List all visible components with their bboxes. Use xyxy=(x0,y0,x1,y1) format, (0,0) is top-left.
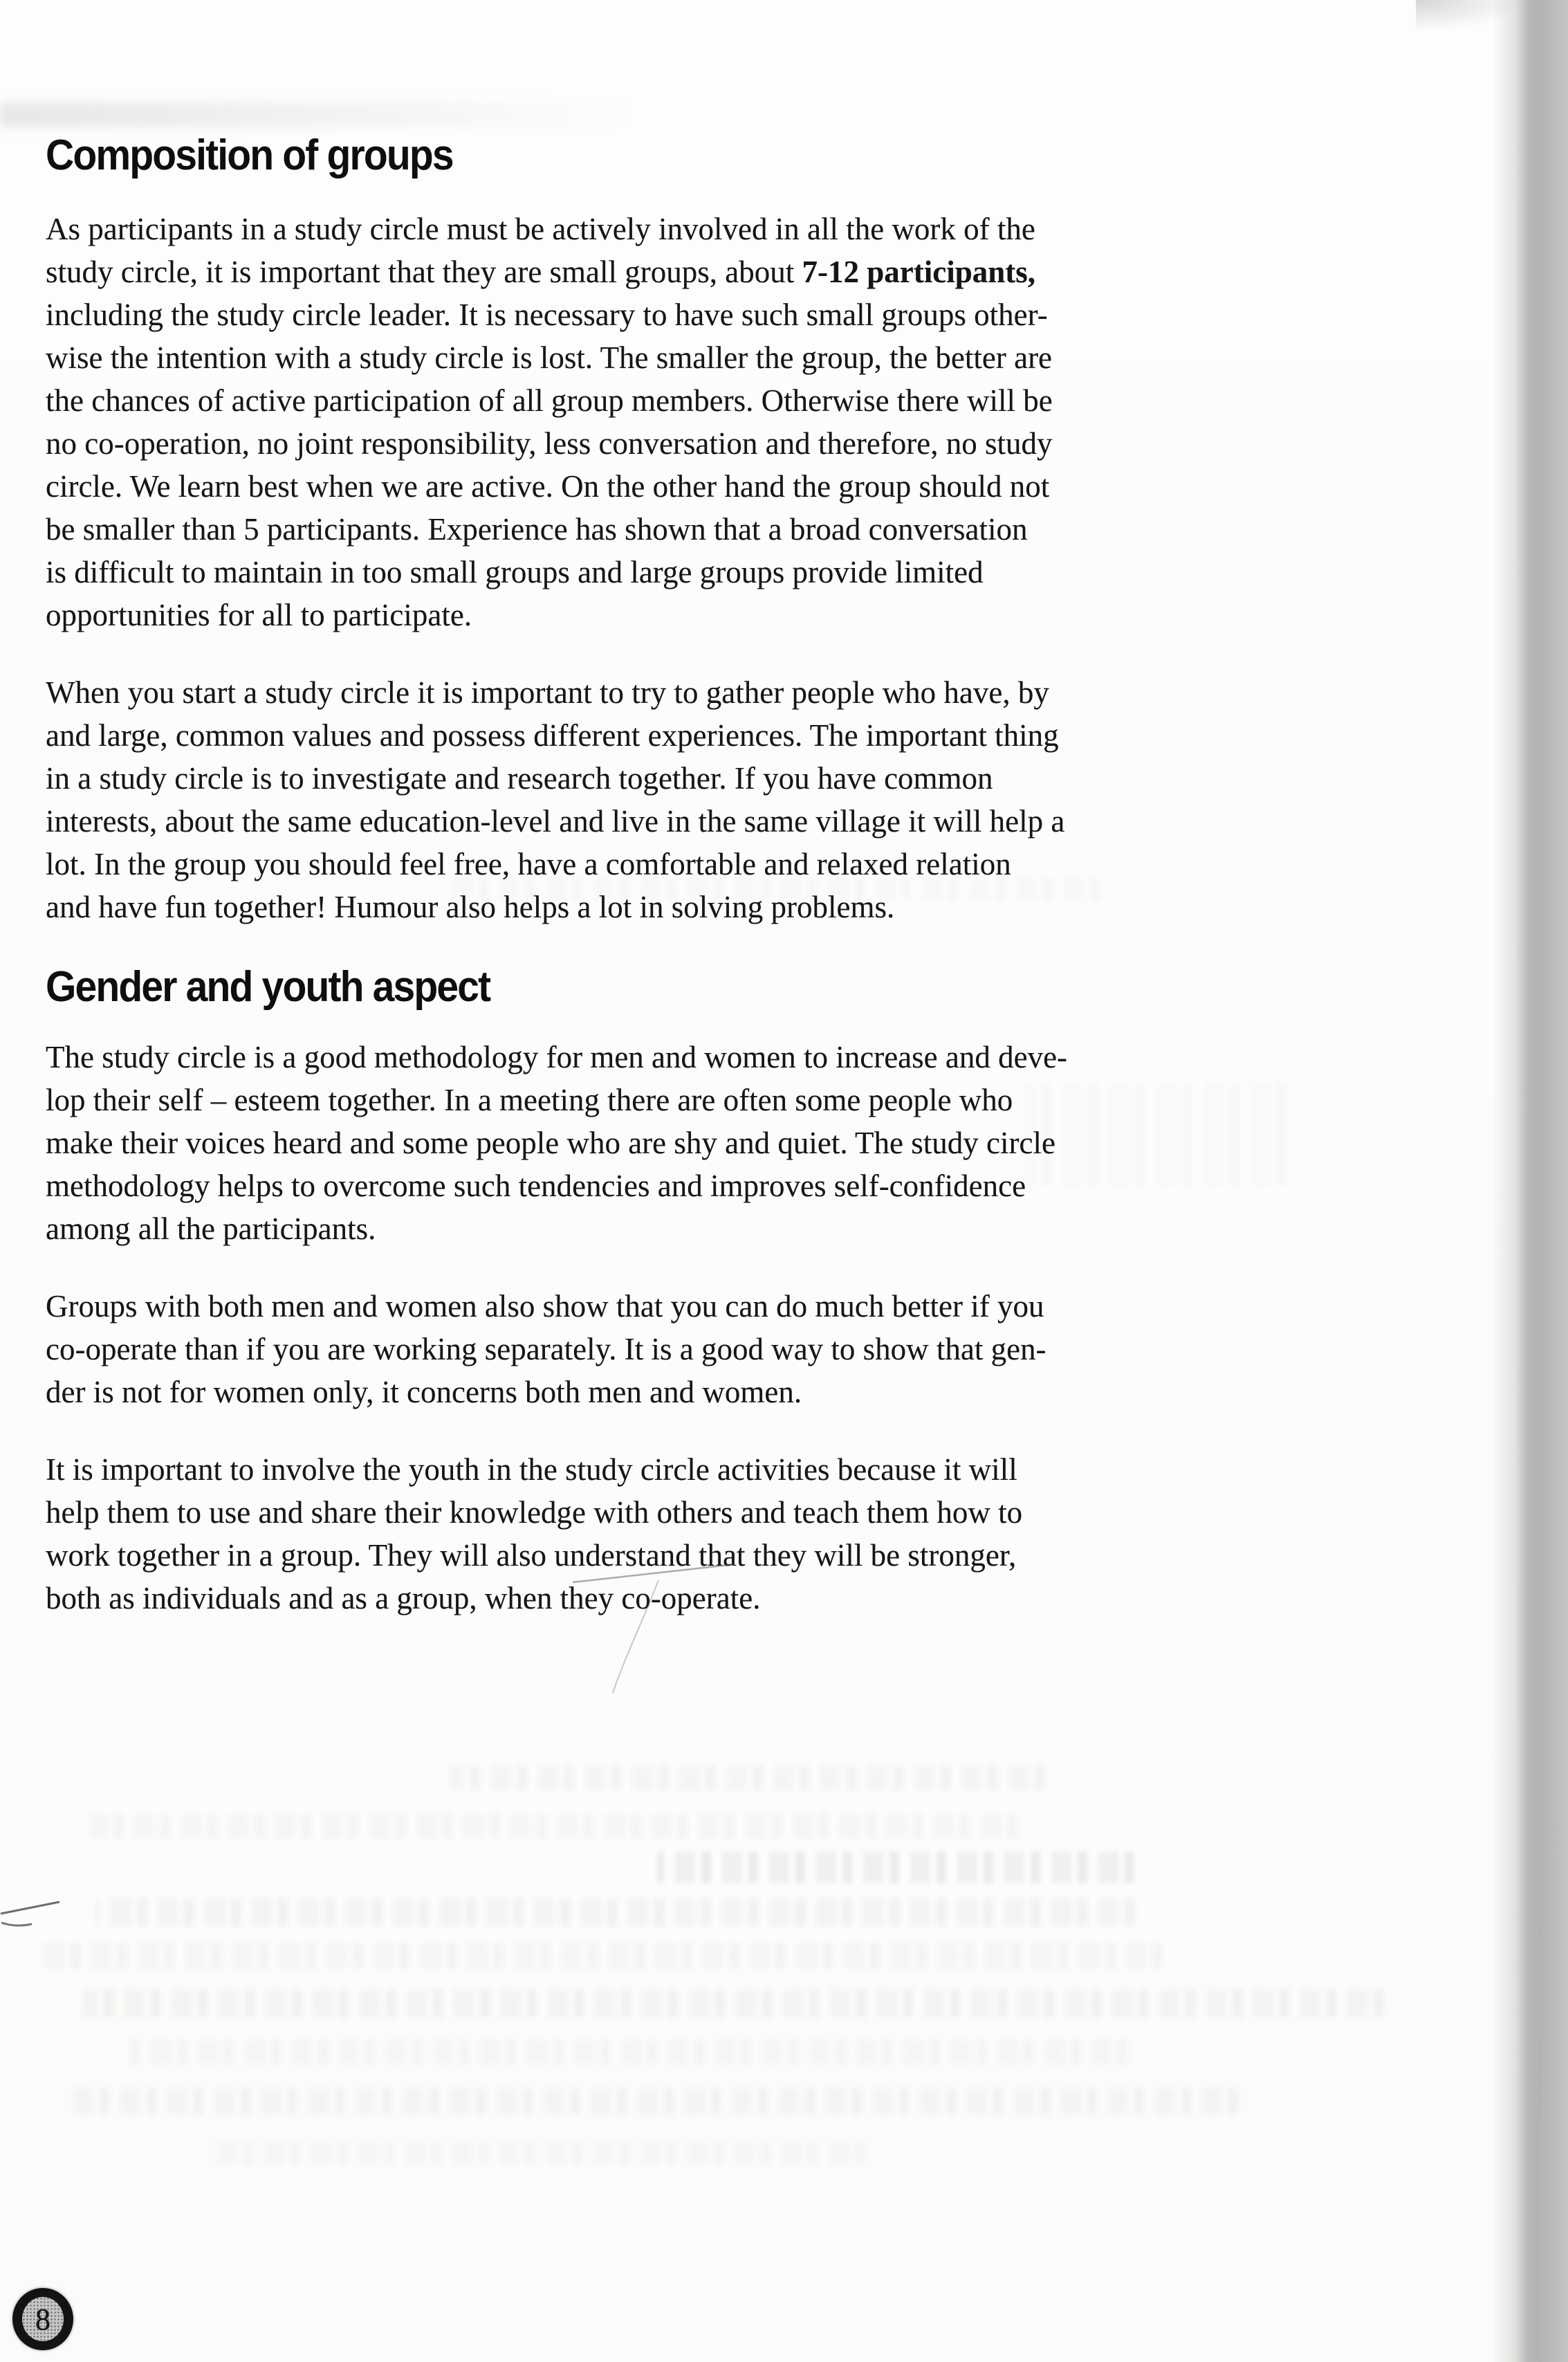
page-edge-corner-shadow xyxy=(1416,0,1527,32)
page-number-halftone xyxy=(22,2297,64,2341)
section-heading: Composition of groups xyxy=(46,131,453,179)
text-line: is difficult to maintain in too small groups and large groups provide limited xyxy=(46,555,984,589)
bleedthrough-artifact xyxy=(124,2040,1127,2065)
text-line: in a study circle is to investigate and research together. If you have common xyxy=(46,761,993,796)
text-line: When you start a study circle it is important to try to gather people who have, by xyxy=(46,675,1049,710)
bleedthrough-artifact xyxy=(450,1766,1044,1791)
text-line: co-operate than if you are working separately. It is a good way to show that gen- xyxy=(46,1332,1046,1366)
paragraph xyxy=(46,671,1291,928)
paragraph xyxy=(46,1036,1291,1250)
text-line: wise the intention with a study circle is lost. The smaller the group, the better are xyxy=(46,340,1053,375)
text-column xyxy=(46,131,1291,1654)
text-line: It is important to involve the youth in the study circle activities because it will xyxy=(46,1452,1017,1487)
text-line: Groups with both men and women also show that you can do much better if you xyxy=(46,1289,1044,1324)
text-line: opportunities for all to participate. xyxy=(46,598,472,632)
bleedthrough-artifact xyxy=(62,2088,1238,2114)
text-line: circle. We learn best when we are active. On the other hand the group should not xyxy=(46,469,1050,504)
paragraph xyxy=(46,208,1291,637)
page-number-badge xyxy=(12,2288,73,2350)
text-line: help them to use and share their knowledge with others and teach them how to xyxy=(46,1495,1023,1530)
bleedthrough-artifact xyxy=(207,2141,865,2165)
text-line: methodology helps to overcome such tendencies and improves self-confidence xyxy=(46,1169,1026,1203)
text-line: including the study circle leader. It is necessary to have such small groups other- xyxy=(46,297,1048,332)
paragraph xyxy=(46,1448,1291,1620)
text-line: interests, about the same education-level and live in the same village it will help a xyxy=(46,804,1065,839)
paragraph xyxy=(46,1285,1291,1413)
bleedthrough-artifact xyxy=(41,1943,1162,1969)
scan-streak-artifact xyxy=(0,102,636,127)
text-line: work together in a group. They will also understand that they will be stronger, xyxy=(46,1538,1017,1573)
text-line: both as individuals and as a group, when they co-operate. xyxy=(46,1581,761,1615)
text-line: der is not for women only, it concerns both men and women. xyxy=(46,1375,802,1409)
text-line: be smaller than 5 participants. Experience has shown that a broad conversation xyxy=(46,512,1028,547)
section-heading: Gender and youth aspect xyxy=(46,963,490,1011)
text-line: As participants in a study circle must be actively involved in all the work of the xyxy=(46,212,1035,246)
text-line: and have fun together! Humour also helps a lot in solving problems. xyxy=(46,890,895,924)
bleedthrough-artifact xyxy=(90,1814,1017,1839)
bleedthrough-artifact xyxy=(97,1898,1134,1926)
text-line: lop their self – esteem together. In a meeting there are often some people who xyxy=(46,1083,1013,1117)
bleedthrough-artifact xyxy=(657,1851,1134,1883)
text-line: no co-operation, no joint responsibility, less conversation and therefore, no study xyxy=(46,426,1053,461)
bleedthrough-artifact xyxy=(83,1990,1383,2017)
text-line: and large, common values and possess different experiences. The important thing xyxy=(46,718,1059,753)
page-number: 8 xyxy=(35,2302,50,2336)
text-line: make their voices heard and some people who are shy and quiet. The study circle xyxy=(46,1126,1055,1160)
text-line: the chances of active participation of all group members. Otherwise there will be xyxy=(46,383,1053,418)
text-line: study circle, it is important that they are small groups, about 7-12 participants, xyxy=(46,255,1036,289)
page-edge-shadow xyxy=(1492,0,1568,2362)
text-line: lot. In the group you should feel free, have a comfortable and relaxed relation xyxy=(46,847,1011,881)
text-line: The study circle is a good methodology for men and women to increase and deve- xyxy=(46,1040,1068,1074)
text-line: among all the participants. xyxy=(46,1211,376,1246)
